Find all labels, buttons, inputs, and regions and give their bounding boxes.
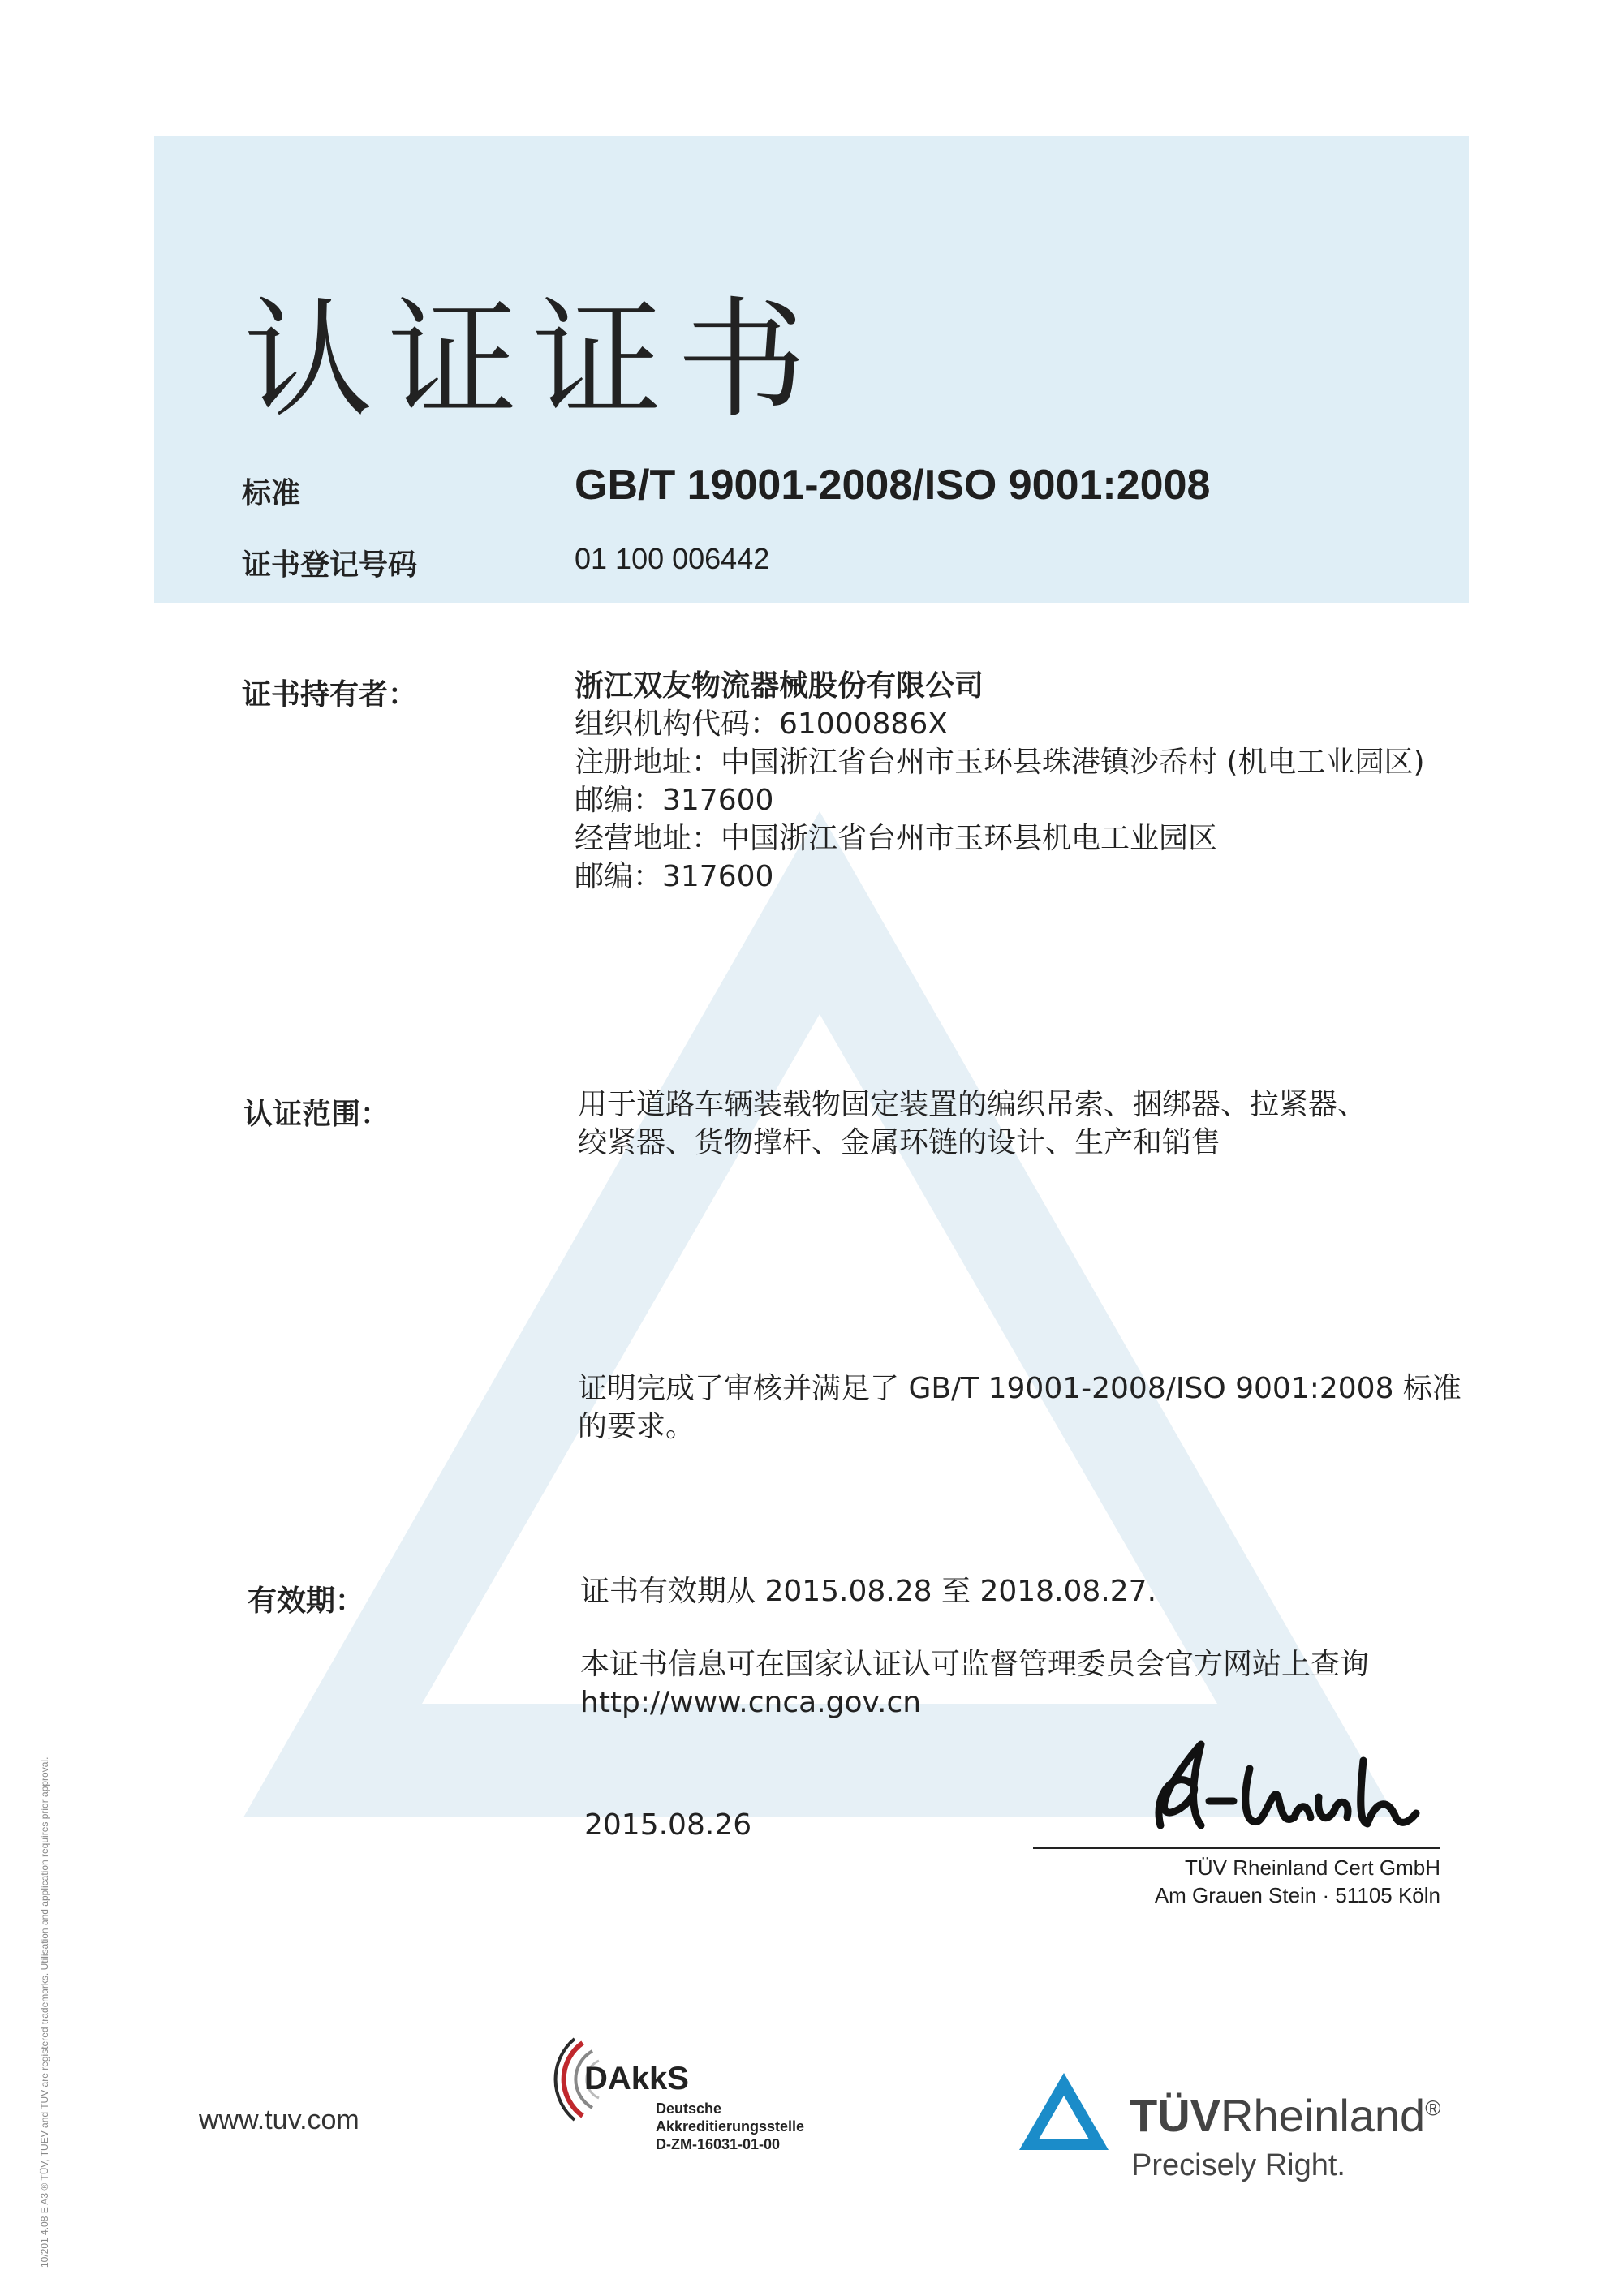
holder-block [575,667,1425,896]
signature [1144,1736,1420,1842]
regno-label: 证书登记号码 [242,548,418,582]
statement-block [578,1369,1462,1446]
tuv-triangle-logo-icon [1019,2073,1109,2154]
dakks-line-2: Akkreditierungsstelle [656,2118,805,2135]
signature-line [1033,1847,1440,1849]
brand-slogan: Precisely Right. [1131,2148,1345,2182]
brand-rheinland: Rheinland [1220,2090,1426,2141]
validity-text: 证书有效期从 2015.08.28 至 2018.08.27. [580,1575,1157,1608]
holder-org-code: 组织机构代码：61000886X [575,707,948,741]
statement-line-2: 的要求。 [578,1410,695,1443]
dakks-line-3: D-ZM-16031-01-00 [656,2136,781,2152]
holder-registered-address: 注册地址：中国浙江省台州市玉环县珠港镇沙岙村 (机电工业园区) [575,746,1425,779]
holder-company: 浙江双友物流器械股份有限公司 [575,669,984,703]
website-link[interactable]: www.tuv.com [199,2105,359,2135]
info-block [580,1645,1369,1722]
tuv-rheinland-wordmark [1130,2089,1440,2142]
issuer-address: Am Grauen Stein · 51105 Köln [1154,1883,1440,1907]
certificate-title: 认证证书 [243,284,822,436]
standard-value: GB/T 19001-2008/ISO 9001:2008 [575,462,1211,509]
scope-line-2: 绞紧器、货物撑杆、金属环链的设计、生产和销售 [578,1126,1221,1159]
holder-label: 证书持有者： [242,678,418,712]
cnca-link[interactable]: http://www.cnca.gov.cn [580,1686,922,1719]
dakks-text-block [656,2100,804,2153]
scope-block [578,1086,1367,1162]
statement-line-1: 证明完成了审核并满足了 GB/T 19001-2008/ISO 9001:2008 标准 [578,1372,1462,1405]
holder-postcode-2: 邮编：317600 [575,860,774,893]
issue-date: 2015.08.26 [584,1808,752,1842]
holder-business-address: 经营地址：中国浙江省台州市玉环县机电工业园区 [575,822,1218,855]
standard-label: 标准 [242,477,301,510]
holder-postcode-1: 邮编：317600 [575,784,774,817]
validity-label: 有效期： [248,1584,365,1618]
scope-label: 认证范围： [243,1098,390,1131]
brand-registered: ® [1425,2096,1441,2121]
dakks-name: DAkkS [584,2061,689,2096]
info-line: 本证书信息可在国家认证认可监督管理委员会官方网站上查询 [580,1648,1370,1681]
dakks-line-1: Deutsche [656,2100,722,2117]
brand-tuv: TÜV [1130,2090,1220,2141]
scope-line-1: 用于道路车辆装载物固定装置的编织吊索、捆绑器、拉紧器、 [578,1088,1367,1121]
issuer-block [1033,1854,1440,1909]
issuer-name: TÜV Rheinland Cert GmbH [1185,1855,1440,1880]
side-note: 10/201 4.08 E A3 ® TÜV, TUEV and TUV are registered trademarks. Utilisation and application requires prior approval. [39,1756,50,2268]
regno-value: 01 100 006442 [575,542,770,575]
